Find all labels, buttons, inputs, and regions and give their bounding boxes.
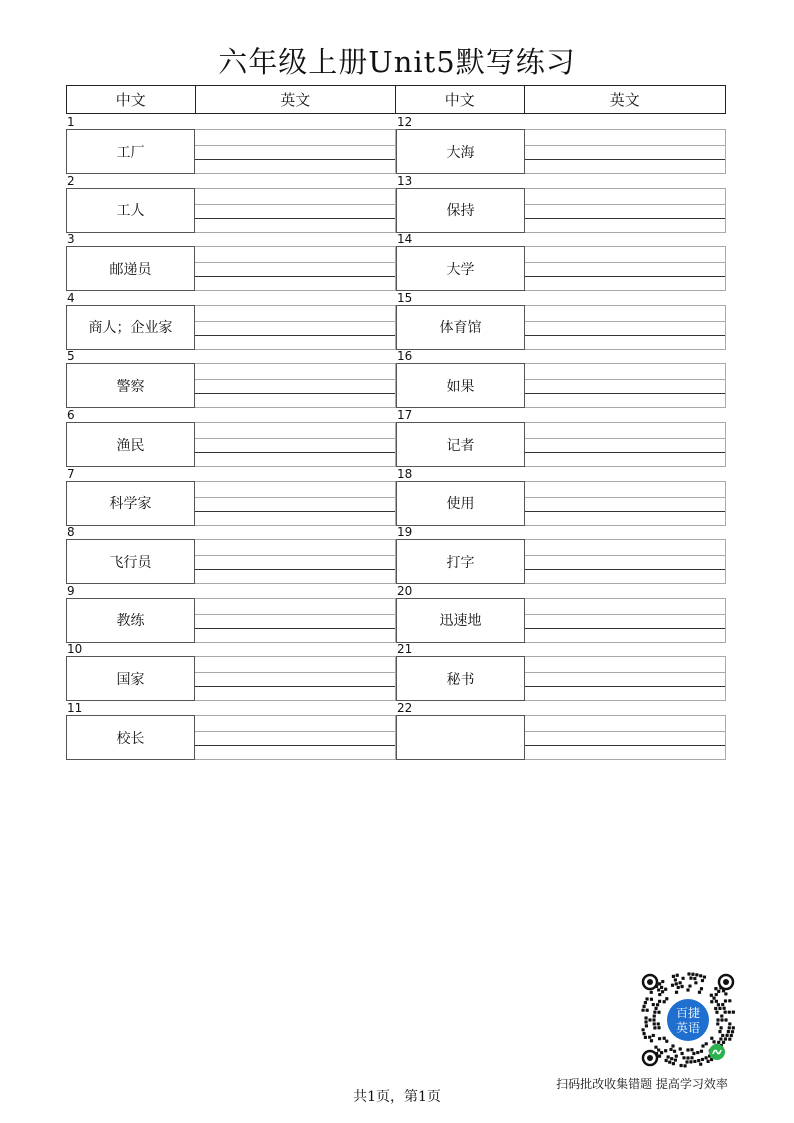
english-answer-lines[interactable]	[525, 539, 726, 584]
qr-dot	[665, 997, 668, 1000]
qr-dot	[680, 1052, 683, 1055]
english-answer-lines[interactable]	[195, 598, 396, 643]
writing-guide-line	[525, 145, 725, 146]
english-answer-lines[interactable]	[195, 305, 396, 350]
qr-dot	[706, 1060, 709, 1063]
english-answer-lines[interactable]	[525, 656, 726, 701]
qr-dot	[675, 982, 678, 985]
qr-dot	[705, 1042, 708, 1045]
qr-badge-line1: 百捷	[675, 1006, 701, 1020]
qr-dot	[653, 1011, 656, 1014]
qr-dot	[718, 1007, 721, 1010]
qr-dot	[690, 1048, 693, 1051]
qr-dot	[657, 1026, 660, 1029]
qr-dot	[716, 1018, 719, 1021]
qr-dot	[732, 1011, 735, 1014]
item-number: 6	[67, 408, 75, 422]
qr-dot	[699, 1063, 702, 1066]
qr-dot	[657, 1011, 660, 1014]
dictation-item	[396, 702, 726, 761]
qr-dot	[650, 991, 653, 994]
writing-guide-line	[195, 438, 395, 439]
item-number: 16	[397, 349, 413, 364]
qr-dot	[660, 986, 663, 989]
qr-dot	[728, 999, 731, 1002]
writing-guide-line	[195, 672, 395, 673]
qr-dot	[687, 972, 690, 975]
english-answer-lines[interactable]	[525, 715, 726, 760]
qr-dot	[654, 1046, 657, 1049]
item-number: 2	[67, 173, 75, 188]
dictation-item	[66, 175, 396, 234]
qr-dot	[675, 991, 678, 994]
chinese-word: 商人；企业家	[66, 305, 195, 350]
english-answer-lines[interactable]	[525, 598, 726, 643]
qr-dot	[686, 988, 689, 991]
qr-dot	[692, 1052, 695, 1055]
english-answer-lines[interactable]	[195, 363, 396, 408]
writing-guide-line	[525, 614, 725, 615]
dictation-item	[66, 643, 396, 702]
qr-dot	[665, 1059, 668, 1062]
english-answer-lines[interactable]	[195, 656, 396, 701]
chinese-word	[396, 715, 525, 760]
writing-guide-line	[195, 497, 395, 498]
qr-dot	[704, 1056, 707, 1059]
qr-dot	[695, 973, 698, 976]
dictation-item	[396, 116, 726, 175]
qr-dot	[641, 1009, 644, 1012]
page-title: 六年级上册Unit5默写练习	[218, 45, 576, 79]
english-answer-lines[interactable]	[195, 539, 396, 584]
item-number: 13	[397, 173, 413, 188]
qr-dot	[701, 1044, 704, 1047]
writing-guide-line	[525, 672, 725, 673]
qr-dot	[656, 1003, 659, 1006]
writing-base-line	[195, 218, 395, 219]
qr-dot	[661, 990, 664, 993]
dictation-item	[66, 702, 396, 761]
writing-base-line	[195, 159, 395, 160]
qr-dot	[720, 1014, 723, 1017]
chinese-word: 打字	[396, 539, 525, 584]
qr-dot	[716, 1022, 719, 1025]
chinese-word: 教练	[66, 598, 195, 643]
item-number: 9	[67, 583, 75, 598]
qr-dot	[658, 1037, 661, 1040]
qr-dot	[641, 1028, 644, 1031]
chinese-word: 大学	[396, 246, 525, 291]
writing-guide-line	[195, 145, 395, 146]
qr-dot	[663, 1000, 666, 1003]
chinese-word: 校长	[66, 715, 195, 760]
writing-base-line	[195, 745, 395, 746]
qr-dot	[717, 990, 720, 993]
english-answer-lines[interactable]	[525, 422, 726, 467]
qr-dot	[693, 1060, 696, 1063]
english-answer-lines[interactable]	[195, 422, 396, 467]
qr-dot	[658, 1055, 661, 1058]
chinese-word: 警察	[66, 363, 195, 408]
qr-dot	[658, 982, 661, 985]
qr-dot	[664, 1049, 667, 1052]
qr-dot	[676, 974, 679, 977]
item-number: 17	[397, 408, 413, 422]
qr-dot	[690, 1056, 693, 1059]
writing-guide-line	[195, 731, 395, 732]
item-number: 7	[67, 466, 75, 481]
qr-dot	[718, 1030, 721, 1033]
dictation-item	[66, 409, 396, 468]
qr-dot	[700, 987, 703, 990]
english-answer-lines[interactable]	[195, 188, 396, 233]
writing-guide-line	[195, 555, 395, 556]
qr-dot	[661, 980, 664, 983]
item-number: 22	[397, 701, 413, 715]
qr-dot	[654, 1007, 657, 1010]
header-english-left: 英文	[196, 86, 396, 113]
qr-dot	[673, 1050, 676, 1053]
writing-guide-line	[195, 262, 395, 263]
qr-dot	[653, 1022, 656, 1025]
qr-dot	[678, 981, 681, 984]
writing-guide-line	[525, 379, 725, 380]
qr-dot	[724, 1010, 727, 1013]
qr-dot	[663, 1037, 666, 1040]
dictation-item	[396, 643, 726, 702]
qr-dot	[715, 1011, 718, 1014]
writing-base-line	[525, 276, 725, 277]
qr-dot	[642, 1032, 645, 1035]
qr-dot	[722, 1041, 725, 1044]
qr-dot	[679, 1047, 682, 1050]
writing-base-line	[525, 511, 725, 512]
dictation-item	[396, 175, 726, 234]
chinese-word: 秘书	[396, 656, 525, 701]
qr-dot	[686, 1056, 689, 1059]
writing-base-line	[195, 686, 395, 687]
chinese-word: 工人	[66, 188, 195, 233]
qr-dot	[689, 1060, 692, 1063]
qr-dot	[644, 1036, 647, 1039]
header-chinese-right: 中文	[396, 86, 525, 113]
qr-dot	[674, 978, 677, 981]
qr-dot	[720, 1018, 723, 1021]
qr-dot	[646, 1009, 649, 1012]
qr-dot	[714, 987, 717, 990]
qr-dot	[669, 1048, 672, 1051]
item-number: 3	[67, 232, 75, 247]
qr-dot	[719, 1026, 722, 1029]
writing-base-line	[525, 335, 725, 336]
writing-base-line	[525, 159, 725, 160]
qr-dot	[680, 985, 683, 988]
qr-dot	[650, 998, 653, 1001]
chinese-word: 保持	[396, 188, 525, 233]
qr-dot	[660, 1051, 663, 1054]
chinese-word: 科学家	[66, 481, 195, 526]
english-answer-lines[interactable]	[525, 246, 726, 291]
chinese-word: 飞行员	[66, 539, 195, 584]
writing-base-line	[525, 393, 725, 394]
item-number: 14	[397, 232, 413, 247]
writing-guide-line	[525, 555, 725, 556]
qr-dot	[694, 981, 697, 984]
chinese-word: 国家	[66, 656, 195, 701]
item-number: 19	[397, 525, 413, 540]
writing-guide-line	[525, 321, 725, 322]
qr-dot	[730, 1034, 733, 1037]
qr-dot	[642, 1005, 645, 1008]
item-number: 12	[397, 115, 413, 129]
qr-dot	[657, 1048, 660, 1051]
qr-dot	[672, 1062, 675, 1065]
qr-dot	[732, 1026, 735, 1029]
qr-dot	[667, 1055, 670, 1058]
chinese-word: 工厂	[66, 129, 195, 174]
qr-dot	[677, 986, 680, 989]
qr-dot	[717, 1003, 720, 1006]
english-answer-lines[interactable]	[525, 363, 726, 408]
qr-dot	[688, 984, 691, 987]
english-answer-lines[interactable]	[195, 246, 396, 291]
writing-guide-line	[195, 379, 395, 380]
qr-dot	[665, 1040, 668, 1043]
qr-dot	[731, 1030, 734, 1033]
writing-base-line	[195, 276, 395, 277]
qr-dot	[652, 1018, 655, 1021]
writing-guide-line	[195, 321, 395, 322]
qr-dot	[699, 974, 702, 977]
dictation-item	[66, 585, 396, 644]
qr-dot	[691, 973, 694, 976]
qr-dot	[652, 1034, 655, 1037]
qr-dot	[710, 994, 713, 997]
qr-dot	[712, 997, 715, 1000]
dictation-item	[396, 350, 726, 409]
item-number: 21	[397, 642, 413, 657]
writing-base-line	[525, 628, 725, 629]
qr-dot	[728, 1011, 731, 1014]
qr-dot	[648, 1018, 651, 1021]
qr-dot	[728, 1022, 731, 1025]
dictation-item	[66, 233, 396, 292]
chinese-word: 记者	[396, 422, 525, 467]
writing-guide-line	[525, 731, 725, 732]
qr-dot	[664, 988, 667, 991]
dictation-item	[396, 585, 726, 644]
writing-guide-line	[195, 614, 395, 615]
qr-dot	[679, 1064, 682, 1067]
qr-dot	[675, 1055, 678, 1058]
writing-base-line	[525, 745, 725, 746]
qr-dot	[700, 1050, 703, 1053]
qr-dot	[686, 1048, 689, 1051]
qr-dot	[693, 977, 696, 980]
qr-dot	[728, 1026, 731, 1029]
qr-dot	[671, 1044, 674, 1047]
qr-badge-line2: 英语	[675, 1021, 701, 1035]
qr-dot	[670, 1057, 673, 1060]
writing-base-line	[525, 452, 725, 453]
item-number: 8	[67, 525, 75, 540]
qr-dot	[715, 993, 718, 996]
qr-code	[640, 972, 736, 1068]
qr-dot	[685, 1060, 688, 1063]
chinese-word: 大海	[396, 129, 525, 174]
qr-dot	[683, 1064, 686, 1067]
dictation-item	[396, 292, 726, 351]
qr-dot	[668, 1061, 671, 1064]
dictation-item	[66, 526, 396, 585]
qr-dot	[724, 1037, 727, 1040]
writing-base-line	[525, 569, 725, 570]
qr-dot	[724, 992, 727, 995]
item-number: 5	[67, 349, 75, 364]
chinese-word: 邮递员	[66, 246, 195, 291]
qr-dot	[698, 991, 701, 994]
dictation-item	[396, 526, 726, 585]
qr-dot	[671, 984, 674, 987]
qr-dot	[710, 1037, 713, 1040]
chinese-word: 体育馆	[396, 305, 525, 350]
writing-base-line	[195, 569, 395, 570]
writing-base-line	[525, 218, 725, 219]
writing-base-line	[195, 452, 395, 453]
english-answer-lines[interactable]	[525, 481, 726, 526]
writing-guide-line	[525, 262, 725, 263]
qr-dot	[657, 1022, 660, 1025]
qr-dot	[648, 1036, 651, 1039]
qr-dot	[653, 1026, 656, 1029]
english-answer-lines[interactable]	[525, 188, 726, 233]
qr-dot	[724, 1018, 727, 1021]
qr-dot	[715, 1000, 718, 1003]
english-answer-lines[interactable]	[525, 129, 726, 174]
qr-dot	[701, 979, 704, 982]
qr-dot	[714, 1007, 717, 1010]
item-number: 18	[397, 466, 413, 481]
dictation-item	[396, 233, 726, 292]
english-answer-lines[interactable]	[525, 305, 726, 350]
item-number: 15	[397, 290, 413, 305]
writing-guide-line	[525, 438, 725, 439]
writing-guide-line	[525, 204, 725, 205]
page-footer: 共1页，第1页	[353, 1089, 441, 1105]
item-number: 11	[67, 701, 83, 715]
writing-base-line	[195, 335, 395, 336]
qr-dot	[682, 1056, 685, 1059]
qr-dot	[650, 1039, 653, 1042]
table-header	[66, 85, 726, 114]
qr-dot	[719, 1037, 722, 1040]
qr-dot	[701, 1058, 704, 1061]
item-number: 10	[67, 642, 83, 657]
qr-dot	[712, 1040, 715, 1043]
qr-dot	[696, 1051, 699, 1054]
qr-dot	[724, 999, 727, 1002]
chinese-word: 渔民	[66, 422, 195, 467]
writing-base-line	[525, 686, 725, 687]
dictation-item	[66, 292, 396, 351]
writing-base-line	[195, 628, 395, 629]
qr-dot	[672, 975, 675, 978]
qr-dot	[703, 975, 706, 978]
qr-dot	[717, 1041, 720, 1044]
writing-base-line	[195, 511, 395, 512]
qr-caption: 扫码批改收集错题 提高学习效率	[556, 1077, 728, 1091]
qr-dot	[658, 993, 661, 996]
qr-dot	[681, 977, 684, 980]
writing-guide-line	[525, 497, 725, 498]
item-number: 4	[67, 290, 75, 305]
chinese-word: 如果	[396, 363, 525, 408]
qr-dot	[658, 1000, 661, 1003]
header-english-right: 英文	[609, 91, 640, 109]
qr-dot	[644, 1001, 647, 1004]
qr-dot	[710, 1000, 713, 1003]
item-number: 1	[67, 115, 75, 129]
qr-dot	[652, 1003, 655, 1006]
qr-dot	[727, 1030, 730, 1033]
qr-dot	[644, 1020, 647, 1023]
dictation-item	[66, 350, 396, 409]
qr-dot	[657, 988, 660, 991]
qr-dot	[644, 1016, 647, 1019]
english-answer-lines[interactable]	[195, 715, 396, 760]
qr-dot	[653, 1014, 656, 1017]
item-number: 20	[397, 583, 413, 598]
qr-dot	[721, 1034, 724, 1037]
dictation-item	[66, 116, 396, 175]
qr-dot	[645, 997, 648, 1000]
dictation-item	[396, 409, 726, 468]
qr-dot	[725, 1034, 728, 1037]
writing-guide-line	[195, 204, 395, 205]
qr-dot	[723, 1007, 726, 1010]
qr-dot	[674, 1058, 677, 1061]
qr-dot	[697, 1059, 700, 1062]
qr-dot	[728, 1038, 731, 1041]
chinese-word: 迅速地	[396, 598, 525, 643]
english-answer-lines[interactable]	[195, 129, 396, 174]
qr-dot	[645, 1024, 648, 1027]
qr-dot	[689, 977, 692, 980]
chinese-word: 使用	[396, 481, 525, 526]
header-chinese-left: 中文	[67, 86, 196, 113]
dictation-item	[66, 468, 396, 527]
writing-base-line	[195, 393, 395, 394]
qr-dot	[721, 1003, 724, 1006]
english-answer-lines[interactable]	[195, 481, 396, 526]
dictation-item	[396, 468, 726, 527]
